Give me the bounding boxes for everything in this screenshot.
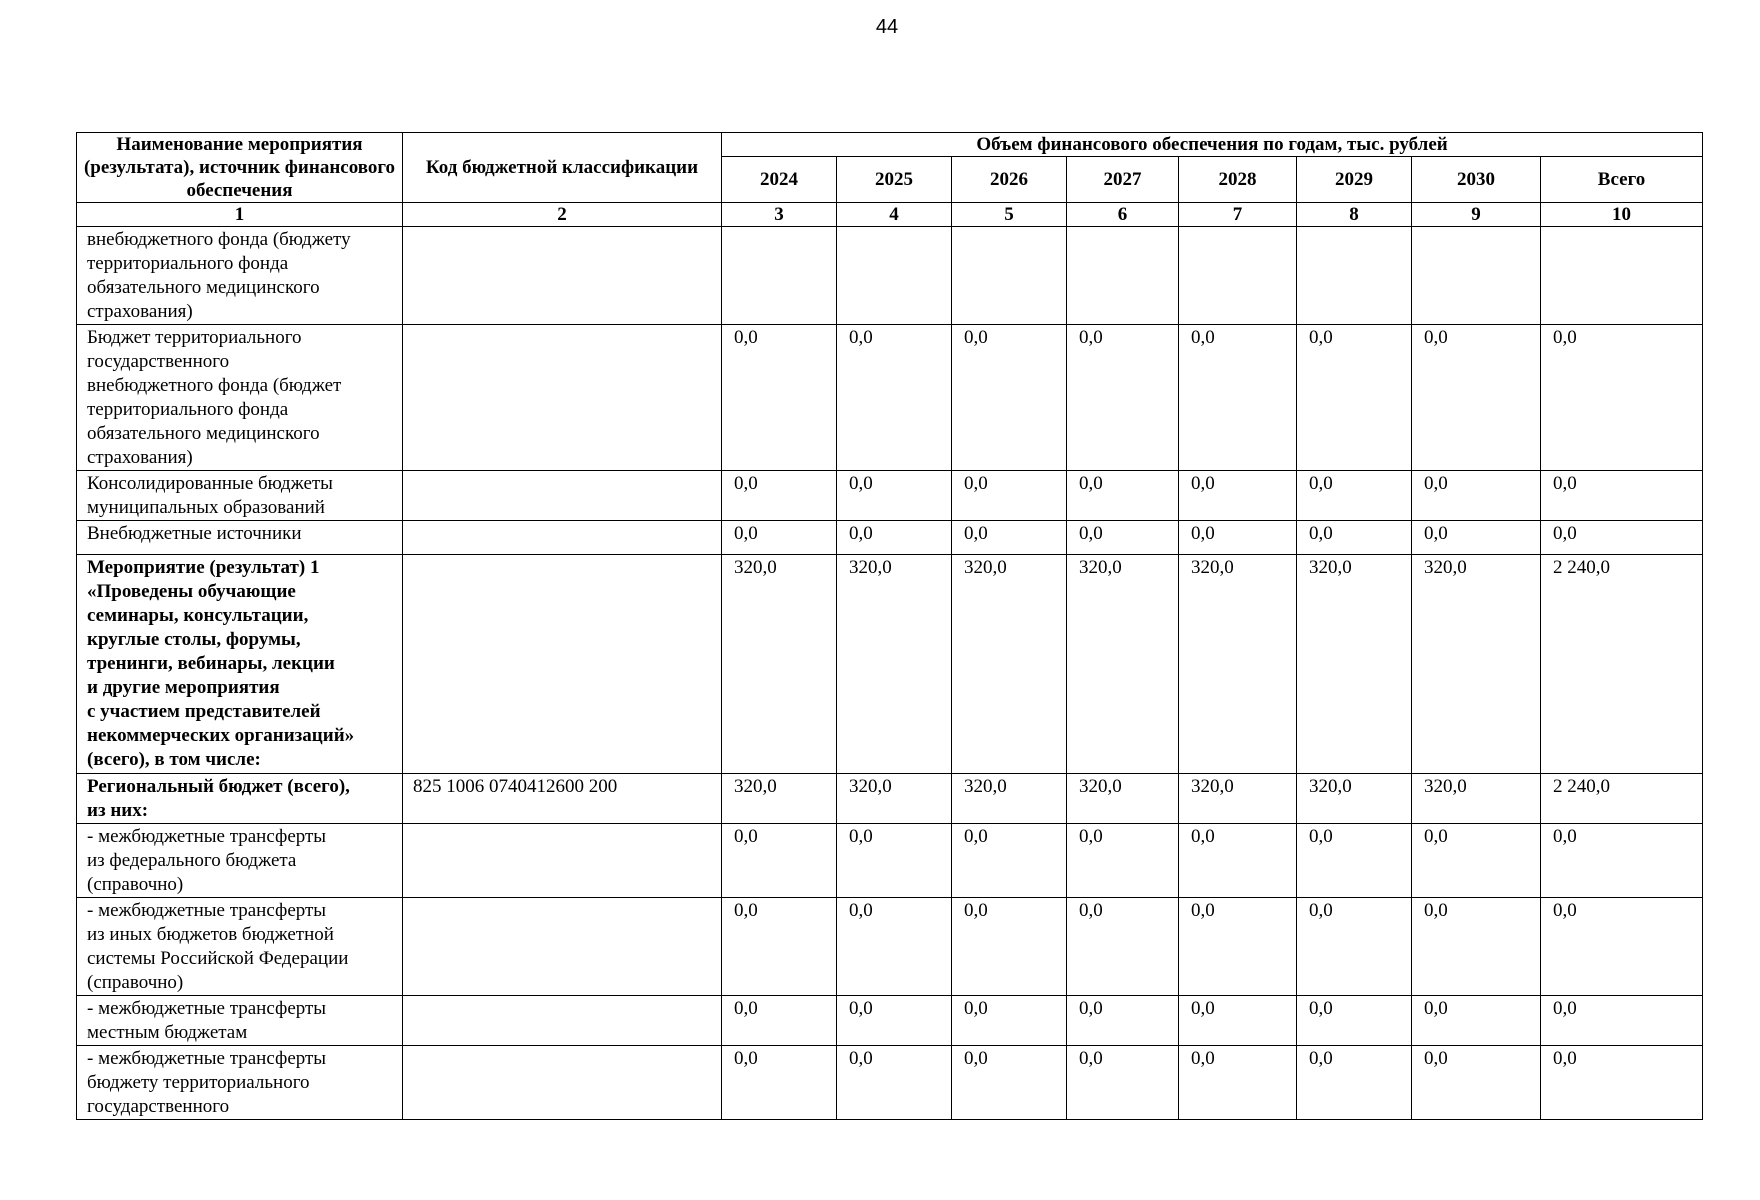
table-body (77, 227, 1703, 1120)
row-value-cell: 0,0 (837, 996, 952, 1046)
table-row (77, 325, 1703, 471)
header-year: 2029 (1297, 157, 1412, 203)
column-number: 8 (1297, 203, 1412, 227)
row-name-cell: Мероприятие (результат) 1 «Проведены обучающие семинары, консультации, круглые столы, форумы, тренинги, вебинары, лекции и другие мероприятия с участием представителей некоммерческих организаций» (всего), в том числе: (77, 555, 403, 774)
table-row (77, 227, 1703, 325)
row-value-cell: 0,0 (952, 521, 1067, 555)
row-value-cell: 0,0 (837, 1046, 952, 1120)
row-total-cell (1541, 227, 1703, 325)
row-total-cell: 0,0 (1541, 325, 1703, 471)
column-number: 2 (403, 203, 722, 227)
row-total-cell: 0,0 (1541, 898, 1703, 996)
row-value-cell: 0,0 (1297, 521, 1412, 555)
row-value-cell: 0,0 (1297, 996, 1412, 1046)
header-year: 2024 (722, 157, 837, 203)
finance-table-container (76, 132, 1702, 1120)
row-value-cell: 0,0 (1067, 996, 1179, 1046)
header-group-title: Объем финансового обеспечения по годам, тыс. рублей (722, 133, 1703, 157)
table-row (77, 774, 1703, 824)
row-total-cell: 0,0 (1541, 996, 1703, 1046)
row-code-cell (403, 824, 722, 898)
row-value-cell: 320,0 (1179, 555, 1297, 774)
row-value-cell: 320,0 (722, 555, 837, 774)
row-value-cell: 0,0 (1297, 898, 1412, 996)
row-value-cell: 0,0 (952, 824, 1067, 898)
row-total-cell: 0,0 (1541, 1046, 1703, 1120)
header-year: 2026 (952, 157, 1067, 203)
row-value-cell: 0,0 (722, 898, 837, 996)
row-code-cell (403, 996, 722, 1046)
row-total-cell: 2 240,0 (1541, 774, 1703, 824)
row-value-cell: 320,0 (1297, 555, 1412, 774)
page-number: 44 (875, 16, 899, 38)
row-value-cell: 320,0 (837, 774, 952, 824)
table-row (77, 555, 1703, 774)
row-value-cell: 320,0 (1179, 774, 1297, 824)
row-value-cell: 320,0 (1067, 555, 1179, 774)
row-value-cell: 0,0 (1067, 325, 1179, 471)
column-number: 3 (722, 203, 837, 227)
header-total: Всего (1541, 157, 1703, 203)
row-value-cell: 320,0 (837, 555, 952, 774)
row-code-cell (403, 1046, 722, 1120)
row-value-cell: 0,0 (1297, 471, 1412, 521)
finance-table (76, 132, 1703, 1120)
row-name-cell: Консолидированные бюджеты муниципальных образований (77, 471, 403, 521)
row-value-cell: 0,0 (952, 996, 1067, 1046)
row-value-cell (1067, 227, 1179, 325)
row-name-cell: внебюджетного фонда (бюджету территориального фонда обязательного медицинского страхования) (77, 227, 403, 325)
column-number: 9 (1412, 203, 1541, 227)
table-row (77, 471, 1703, 521)
header-code: Код бюджетной классификации (403, 133, 722, 203)
column-number: 10 (1541, 203, 1703, 227)
row-value-cell: 320,0 (1297, 774, 1412, 824)
column-number: 6 (1067, 203, 1179, 227)
table-row (77, 898, 1703, 996)
row-value-cell (1179, 227, 1297, 325)
row-total-cell: 2 240,0 (1541, 555, 1703, 774)
row-value-cell: 0,0 (1067, 1046, 1179, 1120)
row-name-cell: - межбюджетные трансферты бюджету территориального государственного (77, 1046, 403, 1120)
column-number: 1 (77, 203, 403, 227)
row-value-cell: 0,0 (1179, 898, 1297, 996)
row-name-cell: Бюджет территориального государственного внебюджетного фонда (бюджет территориального фонда обязательного медицинского страхования) (77, 325, 403, 471)
row-value-cell: 320,0 (722, 774, 837, 824)
row-value-cell: 0,0 (1412, 325, 1541, 471)
row-code-cell (403, 898, 722, 996)
row-value-cell: 0,0 (952, 898, 1067, 996)
row-code-cell (403, 227, 722, 325)
row-value-cell: 0,0 (837, 898, 952, 996)
header-year: 2027 (1067, 157, 1179, 203)
row-value-cell: 0,0 (1412, 521, 1541, 555)
row-value-cell: 0,0 (1297, 824, 1412, 898)
row-value-cell: 0,0 (1412, 996, 1541, 1046)
row-value-cell: 0,0 (1179, 1046, 1297, 1120)
table-row (77, 824, 1703, 898)
row-value-cell: 0,0 (1412, 471, 1541, 521)
row-value-cell: 0,0 (722, 1046, 837, 1120)
row-value-cell: 0,0 (1179, 996, 1297, 1046)
row-value-cell: 0,0 (1412, 824, 1541, 898)
row-total-cell: 0,0 (1541, 824, 1703, 898)
row-name-cell: - межбюджетные трансферты из иных бюджетов бюджетной системы Российской Федерации (справочно) (77, 898, 403, 996)
row-value-cell: 0,0 (1297, 325, 1412, 471)
row-value-cell: 320,0 (952, 555, 1067, 774)
row-value-cell (1297, 227, 1412, 325)
row-value-cell: 320,0 (1412, 774, 1541, 824)
header-year: 2025 (837, 157, 952, 203)
row-value-cell: 0,0 (1179, 471, 1297, 521)
row-value-cell: 320,0 (1412, 555, 1541, 774)
row-name-cell: - межбюджетные трансферты из федерального бюджета (справочно) (77, 824, 403, 898)
row-value-cell: 0,0 (837, 471, 952, 521)
row-value-cell: 0,0 (1067, 471, 1179, 521)
row-value-cell (722, 227, 837, 325)
row-value-cell: 0,0 (1179, 325, 1297, 471)
row-value-cell: 0,0 (1179, 824, 1297, 898)
row-value-cell: 0,0 (952, 471, 1067, 521)
table-row (77, 1046, 1703, 1120)
table-row (77, 521, 1703, 555)
row-code-cell (403, 325, 722, 471)
row-value-cell: 0,0 (722, 471, 837, 521)
row-value-cell: 0,0 (722, 824, 837, 898)
row-total-cell: 0,0 (1541, 521, 1703, 555)
table-row (77, 996, 1703, 1046)
row-value-cell: 0,0 (722, 521, 837, 555)
row-code-cell (403, 555, 722, 774)
row-value-cell: 0,0 (1067, 521, 1179, 555)
row-value-cell: 0,0 (837, 824, 952, 898)
row-value-cell: 0,0 (722, 996, 837, 1046)
row-value-cell: 0,0 (837, 325, 952, 471)
row-value-cell: 0,0 (952, 325, 1067, 471)
row-name-cell: - межбюджетные трансферты местным бюджетам (77, 996, 403, 1046)
row-code-cell (403, 471, 722, 521)
row-value-cell (837, 227, 952, 325)
row-value-cell: 0,0 (952, 1046, 1067, 1120)
row-value-cell (1412, 227, 1541, 325)
row-value-cell: 320,0 (1067, 774, 1179, 824)
column-number: 4 (837, 203, 952, 227)
row-value-cell: 0,0 (1412, 1046, 1541, 1120)
row-value-cell: 0,0 (1412, 898, 1541, 996)
row-name-cell: Региональный бюджет (всего), из них: (77, 774, 403, 824)
column-number: 5 (952, 203, 1067, 227)
header-name: Наименование мероприятия (результата), источник финансового обеспечения (77, 133, 403, 203)
row-value-cell (952, 227, 1067, 325)
row-code-cell: 825 1006 0740412600 200 (403, 774, 722, 824)
row-value-cell: 0,0 (837, 521, 952, 555)
row-value-cell: 0,0 (722, 325, 837, 471)
row-value-cell: 0,0 (1067, 824, 1179, 898)
row-name-cell: Внебюджетные источники (77, 521, 403, 555)
row-value-cell: 0,0 (1067, 898, 1179, 996)
column-number: 7 (1179, 203, 1297, 227)
header-year: 2028 (1179, 157, 1297, 203)
row-code-cell (403, 521, 722, 555)
row-value-cell: 320,0 (952, 774, 1067, 824)
row-value-cell: 0,0 (1179, 521, 1297, 555)
row-value-cell: 0,0 (1297, 1046, 1412, 1120)
row-total-cell: 0,0 (1541, 471, 1703, 521)
header-year: 2030 (1412, 157, 1541, 203)
